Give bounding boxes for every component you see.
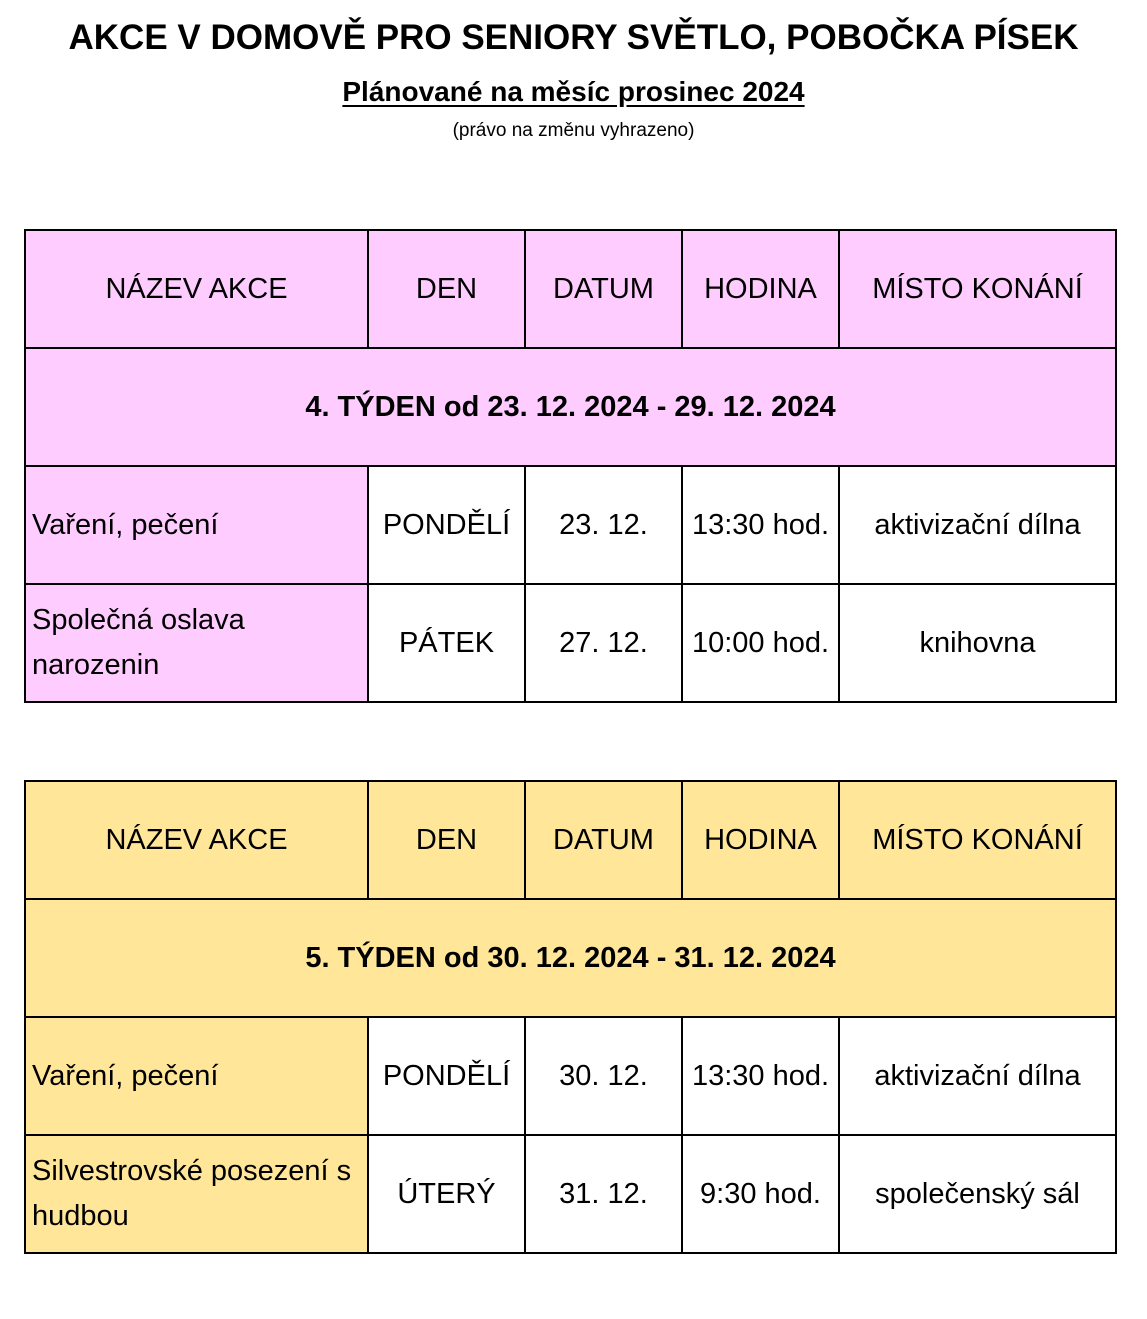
table-row xyxy=(25,1017,1116,1135)
week-5-table xyxy=(24,780,1117,1254)
week-label: 5. TÝDEN od 30. 12. 2024 - 31. 12. 2024 xyxy=(25,899,1116,1017)
event-time: 10:00 hod. xyxy=(682,584,839,702)
table-header-row xyxy=(25,230,1116,348)
week-row xyxy=(25,348,1116,466)
event-name: Silvestrovské posezení s hudbou xyxy=(25,1135,368,1253)
event-name: Společná oslava narozenin xyxy=(25,584,368,702)
column-header-day: DEN xyxy=(368,781,525,899)
event-date: 27. 12. xyxy=(525,584,682,702)
subtitle-text: Plánované na měsíc prosinec 2024 xyxy=(342,76,805,107)
table-row xyxy=(25,466,1116,584)
event-date: 31. 12. xyxy=(525,1135,682,1253)
column-header-name: NÁZEV AKCE xyxy=(25,230,368,348)
event-time: 13:30 hod. xyxy=(682,466,839,584)
event-name: Vaření, pečení xyxy=(25,1017,368,1135)
event-place: společenský sál xyxy=(839,1135,1116,1253)
column-header-time: HODINA xyxy=(682,781,839,899)
event-name: Vaření, pečení xyxy=(25,466,368,584)
event-place: aktivizační dílna xyxy=(839,466,1116,584)
event-day: PONDĚLÍ xyxy=(368,1017,525,1135)
column-header-name: NÁZEV AKCE xyxy=(25,781,368,899)
event-day: PONDĚLÍ xyxy=(368,466,525,584)
event-time: 13:30 hod. xyxy=(682,1017,839,1135)
column-header-day: DEN xyxy=(368,230,525,348)
column-header-date: DATUM xyxy=(525,230,682,348)
page-title: AKCE V DOMOVĚ PRO SENIORY SVĚTLO, POBOČKA PÍSEK xyxy=(68,18,1079,57)
table-row xyxy=(25,1135,1116,1253)
page-subtitle xyxy=(0,76,1147,108)
event-place: knihovna xyxy=(839,584,1116,702)
event-date: 23. 12. xyxy=(525,466,682,584)
change-reserved-note: (právo na změnu vyhrazeno) xyxy=(452,120,695,141)
column-header-place: MÍSTO KONÁNÍ xyxy=(839,230,1116,348)
event-day: PÁTEK xyxy=(368,584,525,702)
event-day: ÚTERÝ xyxy=(368,1135,525,1253)
event-time: 9:30 hod. xyxy=(682,1135,839,1253)
event-place: aktivizační dílna xyxy=(839,1017,1116,1135)
column-header-place: MÍSTO KONÁNÍ xyxy=(839,781,1116,899)
table-row xyxy=(25,584,1116,702)
column-header-date: DATUM xyxy=(525,781,682,899)
column-header-time: HODINA xyxy=(682,230,839,348)
table-header-row xyxy=(25,781,1116,899)
event-date: 30. 12. xyxy=(525,1017,682,1135)
week-label: 4. TÝDEN od 23. 12. 2024 - 29. 12. 2024 xyxy=(25,348,1116,466)
week-4-table xyxy=(24,229,1117,703)
week-row xyxy=(25,899,1116,1017)
